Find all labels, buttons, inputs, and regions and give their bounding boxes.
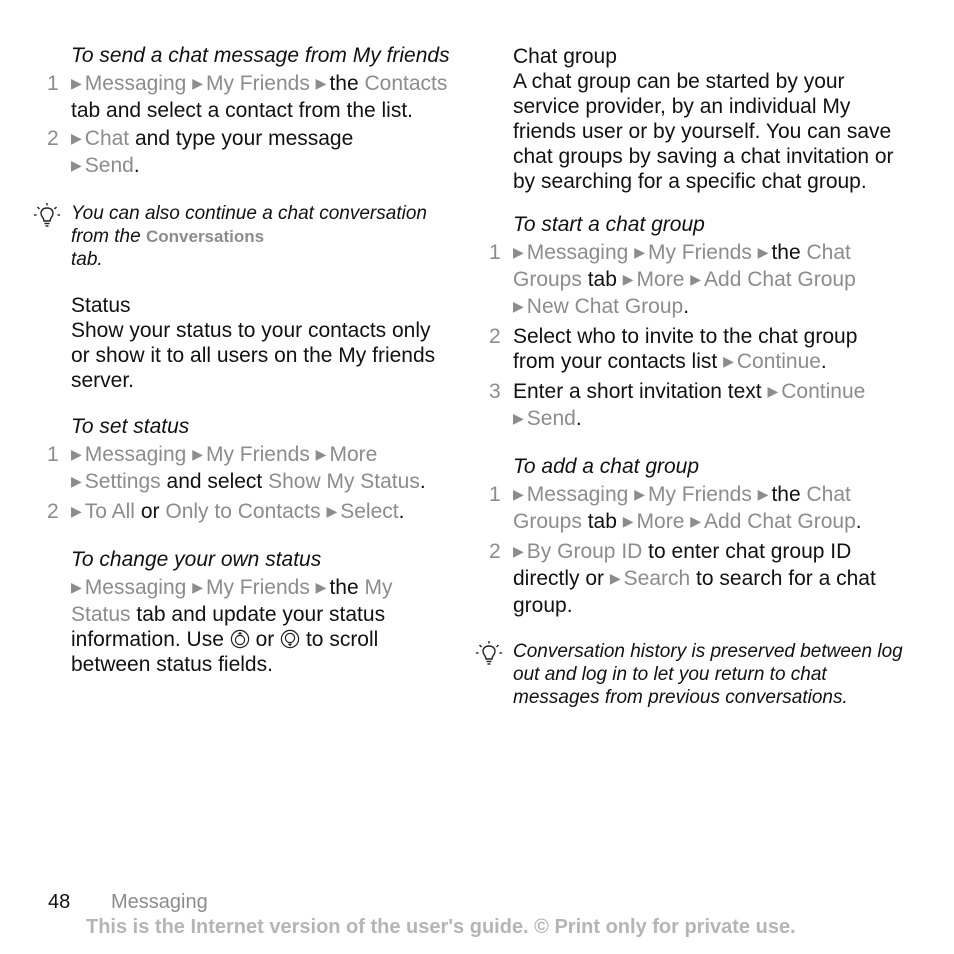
- step-text: tab and update your status information. Use: [71, 603, 386, 651]
- step-text: tab: [587, 510, 617, 533]
- step-text: .: [398, 500, 405, 523]
- menu-messaging: Messaging: [84, 443, 187, 466]
- arrow-icon: ▶: [690, 271, 702, 287]
- change-status-heading: To change your own status: [71, 548, 322, 571]
- menu-continue: Continue: [781, 380, 866, 403]
- step-text: tab: [587, 268, 617, 291]
- arrow-icon: ▶: [326, 503, 338, 519]
- step-number: 1: [47, 72, 59, 95]
- step-text: to enter chat group ID directly or: [513, 540, 852, 590]
- step-text: and type your message: [134, 127, 354, 150]
- arrow-icon: ▶: [71, 579, 82, 595]
- menu-my-friends: My Friends: [647, 483, 752, 506]
- menu-to-all: To All: [84, 500, 135, 523]
- arrow-icon: ▶: [71, 75, 82, 91]
- arrow-icon: ▶: [71, 473, 82, 489]
- menu-messaging: Messaging: [84, 72, 187, 95]
- step-text: to scroll between status fields.: [71, 628, 379, 676]
- menu-chat: Chat: [84, 127, 130, 150]
- menu-add-chat-group: Add Chat Group: [704, 510, 856, 533]
- step-number: 2: [47, 500, 59, 523]
- tip-text: Conversation history is preserved between log out and log in to let you return to chat messages from previous conversations.: [513, 641, 903, 708]
- step-text: to search for a chat group.: [513, 567, 876, 617]
- arrow-icon: ▶: [609, 570, 621, 586]
- tip-text: You can also continue a chat conversation from the: [71, 203, 427, 247]
- left-column: [47, 44, 451, 680]
- chat-group-paragraph: A chat group can be started by your service provider, by an individual My friends user or by yourself. You can save chat groups by saving a chat invitation or by searching for a specific chat group.: [513, 70, 894, 193]
- arrow-icon: ▶: [622, 271, 634, 287]
- arrow-icon: ▶: [71, 503, 82, 519]
- add-group-step-1: [489, 482, 903, 536]
- menu-my-friends: My Friends: [205, 72, 310, 95]
- arrow-icon: ▶: [192, 579, 203, 595]
- arrow-icon: ▶: [513, 543, 524, 559]
- step-text: .: [683, 295, 690, 318]
- step-text: .: [575, 407, 582, 430]
- tip-continue-chat: [71, 202, 451, 271]
- menu-more: More: [636, 268, 685, 291]
- tip-text: tab.: [71, 249, 103, 270]
- tab-my-status: My Status: [71, 576, 393, 626]
- add-chat-group-heading: To add a chat group: [513, 455, 700, 478]
- arrow-icon: ▶: [71, 130, 82, 146]
- step-text: and select: [166, 470, 263, 493]
- start-group-step-3: [489, 379, 903, 433]
- tab-chat-groups: Chat Groups: [513, 483, 851, 533]
- step-text: .: [133, 154, 140, 177]
- arrow-icon: ▶: [71, 446, 82, 462]
- chat-group-heading: Chat group: [513, 45, 617, 68]
- menu-settings: Settings: [84, 470, 161, 493]
- add-group-step-2: [489, 539, 903, 618]
- start-group-step-1: [489, 240, 903, 321]
- menu-messaging: Messaging: [84, 576, 187, 599]
- step-text: Select who to invite to the chat group from your contacts list: [513, 325, 858, 373]
- menu-add-chat-group: Add Chat Group: [704, 268, 856, 291]
- arrow-icon: ▶: [315, 446, 327, 462]
- step-number: 1: [47, 443, 59, 466]
- footer-notice: This is the Internet version of the user's guide. © Print only for private use.: [86, 916, 796, 938]
- page-number: 48: [48, 891, 71, 913]
- menu-my-friends: My Friends: [647, 241, 752, 264]
- arrow-icon: ▶: [315, 75, 327, 91]
- menu-by-group-id: By Group ID: [526, 540, 643, 563]
- send-step-2: [47, 126, 451, 180]
- menu-search: Search: [623, 567, 691, 590]
- menu-send: Send: [84, 154, 134, 177]
- menu-select: Select: [340, 500, 399, 523]
- status-paragraph: Show your status to your contacts only or show it to all users on the My friends server.: [71, 319, 436, 392]
- start-group-step-2: [489, 324, 903, 376]
- arrow-icon: ▶: [513, 410, 524, 426]
- change-status-step: [71, 575, 451, 677]
- menu-my-friends: My Friends: [205, 443, 310, 466]
- set-status-heading: To set status: [71, 415, 190, 438]
- step-number: 2: [47, 127, 59, 150]
- arrow-icon: ▶: [622, 513, 634, 529]
- navigation-key-down-icon: [280, 629, 300, 649]
- arrow-icon: ▶: [757, 486, 769, 502]
- step-number: 2: [489, 540, 501, 563]
- step-text: .: [855, 510, 862, 533]
- arrow-icon: ▶: [513, 486, 524, 502]
- menu-only-to-contacts: Only to Contacts: [165, 500, 321, 523]
- step-text: the: [771, 483, 801, 506]
- menu-messaging: Messaging: [526, 483, 629, 506]
- step-text: the: [329, 72, 359, 95]
- arrow-icon: ▶: [690, 513, 702, 529]
- lightbulb-icon: [33, 202, 61, 230]
- menu-more: More: [636, 510, 685, 533]
- menu-send: Send: [526, 407, 576, 430]
- start-chat-group-heading: To start a chat group: [513, 213, 705, 236]
- arrow-icon: ▶: [634, 486, 645, 502]
- lightbulb-icon: [475, 640, 503, 668]
- tab-chat-groups: Chat Groups: [513, 241, 851, 291]
- arrow-icon: ▶: [767, 383, 779, 399]
- menu-messaging: Messaging: [526, 241, 629, 264]
- set-status-step-1: [47, 442, 451, 496]
- menu-continue: Continue: [736, 350, 821, 373]
- step-number: 2: [489, 325, 501, 348]
- status-heading: Status: [71, 294, 131, 317]
- arrow-icon: ▶: [71, 157, 82, 173]
- tab-contacts: Contacts: [364, 72, 448, 95]
- navigation-key-up-icon: [230, 629, 250, 649]
- step-text: .: [419, 470, 426, 493]
- arrow-icon: ▶: [192, 75, 203, 91]
- step-number: 1: [489, 241, 501, 264]
- step-text: Enter a short invitation text: [513, 380, 762, 403]
- menu-new-chat-group: New Chat Group: [526, 295, 684, 318]
- set-status-step-2: [47, 499, 451, 526]
- step-text: the: [771, 241, 801, 264]
- step-number: 1: [489, 483, 501, 506]
- menu-show-my-status: Show My Status: [268, 470, 420, 493]
- arrow-icon: ▶: [513, 244, 524, 260]
- arrow-icon: ▶: [192, 446, 203, 462]
- tip-conversation-history: [513, 640, 903, 709]
- arrow-icon: ▶: [634, 244, 645, 260]
- send-message-heading: To send a chat message from My friends: [71, 44, 450, 67]
- send-step-1: [47, 71, 451, 123]
- step-text: or: [255, 628, 275, 651]
- section-name: Messaging: [111, 891, 208, 913]
- menu-more: More: [329, 443, 378, 466]
- step-text: the: [329, 576, 359, 599]
- menu-my-friends: My Friends: [205, 576, 310, 599]
- right-column: [489, 44, 903, 709]
- step-number: 3: [489, 380, 501, 403]
- arrow-icon: ▶: [315, 579, 327, 595]
- step-text: .: [820, 350, 827, 373]
- step-text: or: [140, 500, 160, 523]
- arrow-icon: ▶: [513, 298, 524, 314]
- step-text: tab and select a contact from the list.: [71, 99, 414, 122]
- tab-conversations: Conversations: [145, 227, 265, 246]
- arrow-icon: ▶: [757, 244, 769, 260]
- arrow-icon: ▶: [723, 353, 734, 369]
